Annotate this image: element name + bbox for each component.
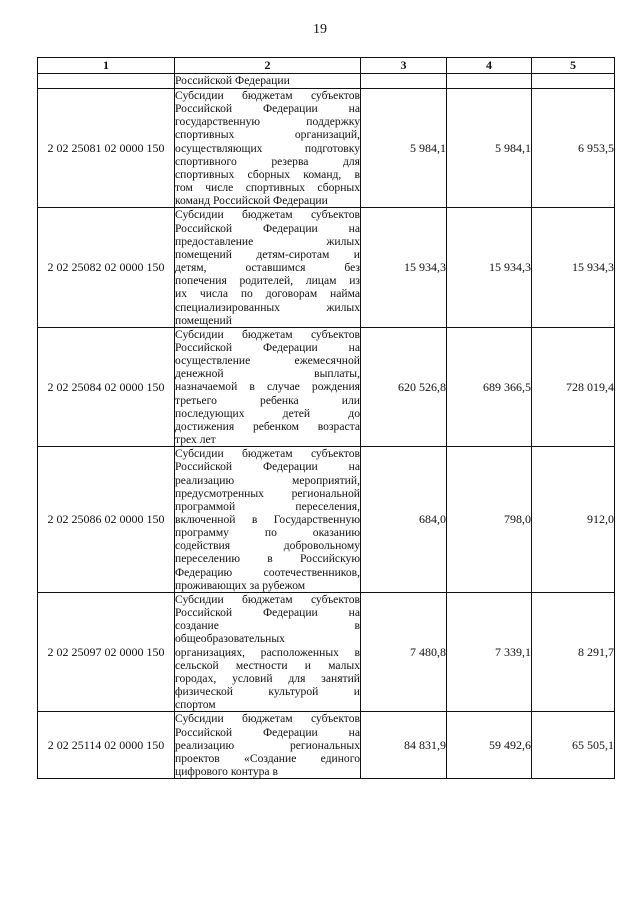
budget-code-cell: 2 02 25081 02 0000 150 [38, 89, 175, 208]
amount-cell: 65 505,1 [532, 712, 615, 779]
code-cell [38, 74, 175, 89]
description-line: денежной выплаты, [175, 367, 360, 381]
header-row [38, 58, 615, 74]
description-line: последующих детей до [175, 406, 360, 420]
table-row [38, 592, 615, 711]
description-cell [175, 89, 361, 208]
amount-cell: 15 934,3 [447, 208, 532, 327]
amount-cell: 5 984,1 [361, 89, 447, 208]
amount-cell: 798,0 [447, 447, 532, 593]
page-number: 19 [313, 22, 327, 37]
amount-cell: 728 019,4 [532, 327, 615, 446]
value-cell [532, 74, 615, 89]
budget-code-cell: 2 02 25084 02 0000 150 [38, 327, 175, 446]
amount-cell: 6 953,5 [532, 89, 615, 208]
description-line: Российской Федерации на [175, 340, 360, 354]
description-line: Российской Федерации на [175, 221, 360, 235]
description-line: переселению в Российскую [175, 552, 360, 566]
description-cell [175, 327, 361, 446]
description-line: том числе спортивных сборных [175, 181, 360, 195]
amount-cell: 15 934,3 [532, 208, 615, 327]
table-row [38, 208, 615, 327]
description-line: сельской местности и малых [175, 658, 360, 672]
description-line: Российской Федерации на [175, 606, 360, 620]
description-line: назначаемой в случае рождения [175, 380, 360, 394]
value-cell [361, 74, 447, 89]
budget-code-cell: 2 02 25114 02 0000 150 [38, 712, 175, 779]
column-header: 2 [175, 58, 361, 74]
description-line: программу по оказанию [175, 526, 360, 540]
description-line: осуществляющих подготовку [175, 141, 360, 155]
description-line: спортивного резерва для [175, 154, 360, 168]
description-line: достижения ребенком возраста [175, 419, 360, 433]
amount-cell: 15 934,3 [361, 208, 447, 327]
description-line: Федерацию соотечественников, [175, 565, 360, 579]
description-line: Российской Федерации на [175, 102, 360, 116]
budget-table [37, 57, 615, 779]
table-row [38, 712, 615, 779]
value-cell [447, 74, 532, 89]
amount-cell: 5 984,1 [447, 89, 532, 208]
table-row [38, 327, 615, 446]
column-header: 5 [532, 58, 615, 74]
description-line: реализацию региональных [175, 738, 360, 752]
column-header: 3 [361, 58, 447, 74]
description-line: Российской Федерации [175, 74, 290, 87]
column-header: 1 [38, 58, 175, 74]
description-line: их числа по договорам найма [175, 287, 360, 301]
description-line: Российской Федерации на [175, 725, 360, 739]
description-line: физической культурой и [175, 685, 360, 699]
description-line: попечения родителей, лицам из [175, 274, 360, 288]
continuation-row [38, 74, 615, 89]
column-header: 4 [447, 58, 532, 74]
description-line: предусмотренных региональной [175, 486, 360, 500]
description-line: третьего ребенка или [175, 393, 360, 407]
description-line: Субсидии бюджетам субъектов [175, 208, 360, 222]
description-line: создание в [175, 619, 360, 633]
description-line: помещений детям-сиротам и [175, 247, 360, 261]
description-line: цифрового контура в [175, 764, 278, 778]
description-line: спортом [175, 698, 216, 712]
description-line: команд Российской Федерации [175, 194, 328, 208]
description-line: Субсидии бюджетам субъектов [175, 712, 360, 726]
description-line: проектов «Создание единого [175, 751, 360, 765]
description-line: реализацию мероприятий, [175, 473, 360, 487]
amount-cell: 84 831,9 [361, 712, 447, 779]
description-line: Субсидии бюджетам субъектов [175, 592, 360, 606]
description-line: помещений [175, 313, 232, 327]
amount-cell: 684,0 [361, 447, 447, 593]
description-line: предоставление жилых [175, 234, 360, 248]
description-line: трех лет [175, 433, 216, 447]
description-line: включенной в Государственную [175, 513, 360, 526]
table-row [38, 89, 615, 208]
budget-code-cell: 2 02 25097 02 0000 150 [38, 592, 175, 711]
description-line: Субсидии бюджетам субъектов [175, 447, 360, 461]
description-line: специализированных жилых [175, 300, 360, 314]
amount-cell: 8 291,7 [532, 592, 615, 711]
budget-code-cell: 2 02 25082 02 0000 150 [38, 208, 175, 327]
description-line: проживающих за рубежом [175, 578, 306, 592]
amount-cell: 7 339,1 [447, 592, 532, 711]
amount-cell: 59 492,6 [447, 712, 532, 779]
amount-cell: 7 480,8 [361, 592, 447, 711]
description-line: спортивных организаций, [175, 128, 360, 142]
amount-cell: 689 366,5 [447, 327, 532, 446]
description-line: организациях, расположенных в [175, 645, 360, 659]
description-line: городах, условий для занятий [175, 671, 360, 685]
description-line: общеобразовательных [175, 632, 285, 646]
amount-cell: 620 526,8 [361, 327, 447, 446]
budget-code-cell: 2 02 25086 02 0000 150 [38, 447, 175, 593]
description-line: Субсидии бюджетам субъектов [175, 327, 360, 341]
description-line: детям, оставшимся без [175, 261, 360, 275]
description-cell [175, 712, 361, 779]
description-cell [175, 74, 361, 89]
description-line: содействия добровольному [175, 539, 360, 553]
description-line: спортивных сборных команд, в [175, 167, 360, 181]
description-line: осуществление ежемесячной [175, 354, 360, 368]
description-line: государственную поддержку [175, 115, 360, 129]
description-cell [175, 447, 361, 593]
description-line: Субсидии бюджетам субъектов [175, 89, 360, 102]
table-row [38, 447, 615, 593]
description-cell [175, 208, 361, 327]
description-line: программой переселения, [175, 499, 360, 513]
description-line: Российской Федерации на [175, 460, 360, 474]
description-cell [175, 592, 361, 711]
amount-cell: 912,0 [532, 447, 615, 593]
